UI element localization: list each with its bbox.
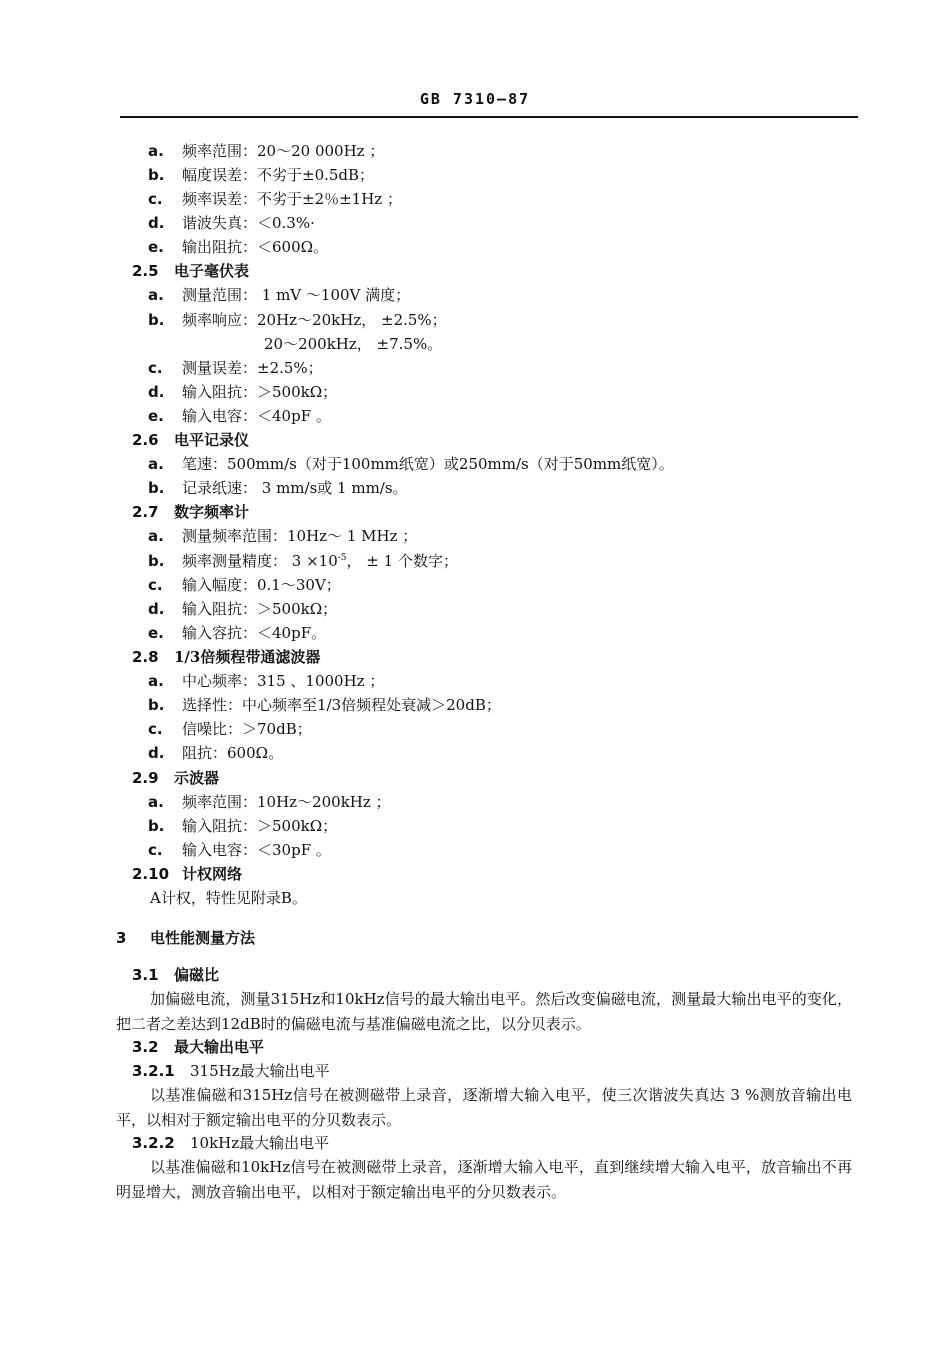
page-header: GB 7310—87 [419,90,531,108]
section-number: 2.6 [132,431,159,449]
section-title: 最大输出电平 [174,1038,265,1056]
section-number: 2.7 [132,503,159,521]
item-marker: b. [148,696,165,714]
section-number: 3.1 [132,966,159,984]
paragraph: 加偏磁电流，测量315Hz和10kHz信号的最大输出电平。然后改变偏磁电流，测量最大输出电平的变化，把二者之差达到12dB时的偏磁电流与基准偏磁电流之比，以分贝表示。 [116,990,852,1033]
item-marker: d. [148,600,165,618]
section-title: 示波器 [174,769,220,787]
item-text: ， ± 1 个数字； [346,552,458,570]
item-text: 笔速：500mm/s（对于100mm纸宽）或250mm/s（对于50mm纸宽）。 [182,455,674,473]
section-number: 2.10 [132,865,170,883]
item-marker: c. [148,576,163,594]
list-item [148,478,408,498]
list-item [148,840,331,860]
item-text: 频率误差：不劣于±2％±1Hz ； [182,190,402,208]
item-marker: d. [148,214,165,232]
item-marker: a. [148,142,164,160]
list-item [148,551,458,571]
list-item [148,454,674,474]
section-title: 315Hz最大输出电平 [190,1062,330,1080]
section-title: 计权网络 [182,865,243,883]
paragraph: A计权，特性见附录B。 [150,889,307,907]
item-text: 阻抗：600Ω。 [182,744,284,762]
item-marker: e. [148,407,164,425]
section-number: 2.9 [132,769,159,787]
section-title: 电平记录仪 [174,431,250,449]
item-text: 频率范围：10Hz～200kHz ； [182,793,391,811]
list-item-continuation: 20～200kHz， ±7.5%。 [264,335,443,353]
list-item [148,382,337,402]
item-marker: b. [148,817,165,835]
item-text: 输入电容：＜40pF 。 [182,407,331,425]
list-item [148,743,283,763]
list-item [148,285,410,305]
item-text: 输入容抗：＜40pF。 [182,624,327,642]
item-marker: a. [148,455,164,473]
section-number: 3.2.1 [132,1062,175,1080]
item-marker: b. [148,166,165,184]
section-number: 3.2 [132,1038,159,1056]
list-item [148,575,341,595]
item-marker: a. [148,793,164,811]
list-item [148,599,337,619]
list-item [148,526,417,546]
section-title: 1/3倍频程带通滤波器 [174,648,321,666]
item-marker: c. [148,190,163,208]
item-marker: c. [148,720,163,738]
list-item [148,237,328,257]
list-item [148,816,337,836]
item-text: 频率响应：20Hz～20kHz， ±2.5%； [182,311,447,329]
item-marker: e. [148,238,164,256]
item-text: 选择性：中心频率至1/3倍频程处衰减＞20dB； [182,696,501,714]
list-item [148,695,501,715]
list-item [148,310,447,330]
item-text: 输出阻抗：＜600Ω。 [182,238,329,256]
list-item [148,719,312,739]
list-item [148,141,384,161]
item-marker: e. [148,624,164,642]
item-marker: c. [148,841,163,859]
list-item [148,623,326,643]
item-text: 频率范围：20～20 000Hz ； [182,142,385,160]
section-title: 10kHz最大输出电平 [190,1134,330,1152]
item-text: 测量范围： 1 mV ～100V 满度； [182,286,411,304]
item-text: 输入电容：＜30pF 。 [182,841,331,859]
item-text: 频率测量精度： 3 ×10 [182,552,338,570]
item-marker: c. [148,359,163,377]
list-item [148,165,374,185]
section-number: 2.8 [132,648,159,666]
item-marker: a. [148,286,164,304]
section-number: 3 [116,929,127,947]
section-number: 2.5 [132,262,159,280]
item-text: 幅度误差：不劣于±0.5dB； [182,166,375,184]
exponent: -5 [337,553,347,563]
item-text: 谐波失真：＜0.3%· [182,214,315,232]
item-marker: b. [148,552,165,570]
list-item [148,406,331,426]
item-text: 输入幅度：0.1～30V； [182,576,341,594]
section-title: 电子毫伏表 [174,262,250,280]
item-text: 测量误差：±2.5%； [182,359,323,377]
item-marker: b. [148,479,165,497]
item-text: 输入阻抗：＞500kΩ； [182,817,338,835]
header-rule [120,116,858,118]
list-item [148,213,315,233]
list-item [148,671,384,691]
item-text: 输入阻抗：＞500kΩ； [182,600,338,618]
item-marker: d. [148,744,165,762]
section-number: 3.2.2 [132,1134,175,1152]
section-title: 数字频率计 [174,503,250,521]
item-marker: a. [148,527,164,545]
item-marker: b. [148,311,165,329]
item-text: 输入阻抗：＞500kΩ； [182,383,338,401]
item-marker: d. [148,383,165,401]
item-text: 信噪比：＞70dB； [182,720,312,738]
section-title: 偏磁比 [174,966,220,984]
section-title: 电性能测量方法 [150,929,256,947]
list-item [148,358,323,378]
paragraph: 以基准偏磁和10kHz信号在被测磁带上录音，逐渐增大输入电平，直到继续增大输入电平，放音输出不再明显增大，测放音输出电平，以相对于额定输出电平的分贝数表示。 [116,1158,852,1201]
list-item [148,189,402,209]
paragraph: 以基准偏磁和315Hz信号在被测磁带上录音，逐渐增大输入电平，使三次谐波失真达 3 %测放音输出电平，以相对于额定输出电平的分贝数表示。 [116,1086,852,1129]
list-item [148,792,391,812]
item-text: 记录纸速： 3 mm/s或 1 mm/s。 [182,479,408,497]
item-text: 测量频率范围：10Hz～ 1 MHz ； [182,527,418,545]
item-text: 中心频率：315 、1000Hz ； [182,672,385,690]
item-marker: a. [148,672,164,690]
